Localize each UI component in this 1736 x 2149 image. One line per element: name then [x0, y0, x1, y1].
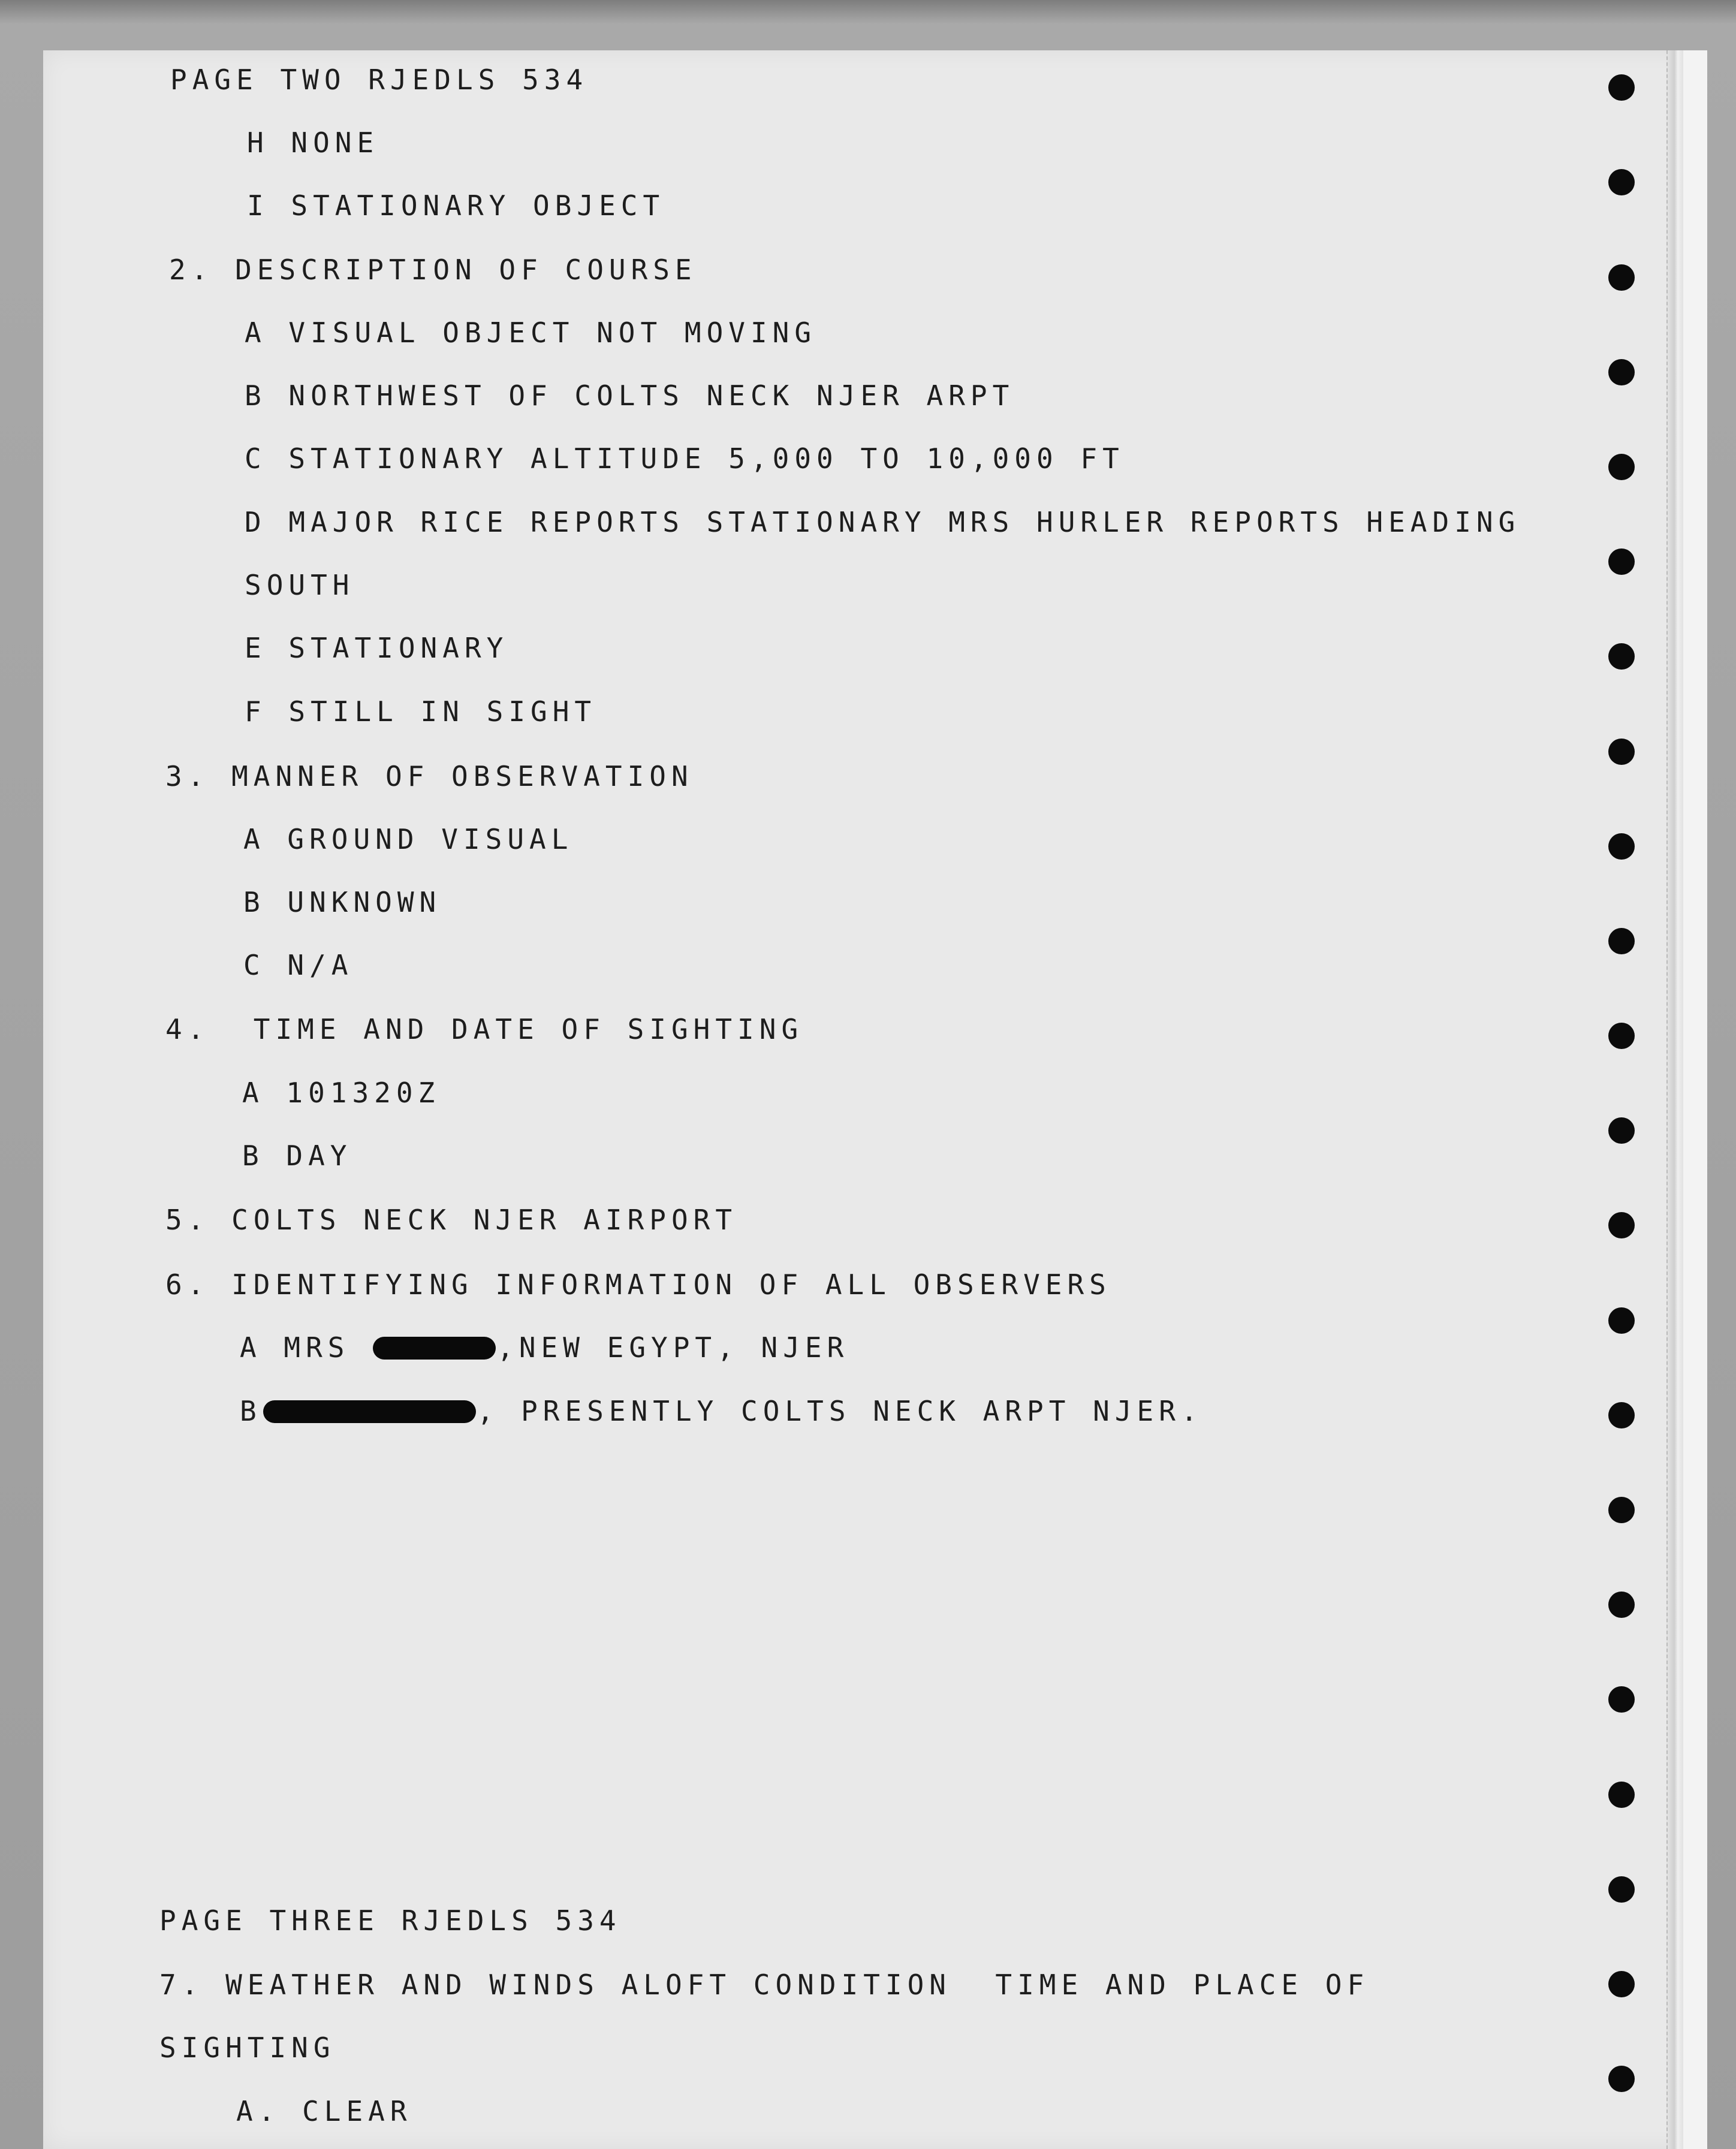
feed-hole [1608, 1212, 1635, 1238]
tractor-feed-strip [1683, 50, 1707, 2149]
feed-hole [1608, 1592, 1635, 1618]
section-7-item-a: A. CLEAR [236, 2095, 412, 2127]
section-2-item-b: B NORTHWEST OF COLTS NECK NJER ARPT [245, 379, 1015, 412]
section-2-item-a: A VISUAL OBJECT NOT MOVING [245, 317, 817, 349]
feed-hole [1608, 739, 1635, 765]
section-5-title: 5. COLTS NECK NJER AIRPORT [165, 1204, 738, 1236]
feed-hole [1608, 643, 1635, 670]
section-4-title: 4. TIME AND DATE OF SIGHTING [165, 1013, 804, 1045]
section-2-item-e: E STATIONARY [245, 632, 509, 664]
feed-hole [1608, 1402, 1635, 1428]
perforation-edge [1666, 50, 1684, 2149]
feed-hole [1608, 1023, 1635, 1049]
feed-hole [1608, 1686, 1635, 1713]
feed-hole [1608, 1117, 1635, 1144]
section-2-item-d-continued: SOUTH [245, 569, 355, 601]
feed-hole [1608, 1307, 1635, 1334]
section-2-item-c: C STATIONARY ALTITUDE 5,000 TO 10,000 FT [245, 442, 1125, 475]
section-3-item-a: A GROUND VISUAL [243, 823, 574, 855]
observer-a-prefix: A MRS [240, 1331, 372, 1364]
observer-b-prefix: B [240, 1395, 262, 1427]
observer-b-location: , PRESENTLY COLTS NECK ARPT NJER. [477, 1395, 1203, 1427]
redaction-mark [263, 1400, 476, 1423]
page-three-header: PAGE THREE RJEDLS 534 [159, 1904, 622, 1937]
feed-hole [1608, 1782, 1635, 1808]
redaction-mark [373, 1337, 496, 1360]
feed-hole [1608, 454, 1635, 480]
section-2-title: 2. DESCRIPTION OF COURSE [169, 254, 697, 286]
section-4-item-a: A 101320Z [242, 1077, 441, 1109]
feed-hole [1608, 2066, 1635, 2092]
feed-hole [1608, 548, 1635, 575]
section-3-title: 3. MANNER OF OBSERVATION [165, 760, 694, 792]
page-two-header: PAGE TWO RJEDLS 534 [170, 64, 589, 96]
section-7-title: 7. WEATHER AND WINDS ALOFT CONDITION TIME AND PLACE OF [159, 1969, 1370, 2001]
feed-hole [1608, 1971, 1635, 1997]
item-i: I STATIONARY OBJECT [247, 189, 665, 222]
section-2-item-d: D MAJOR RICE REPORTS STATIONARY MRS HURLER REPORTS HEADING [245, 506, 1521, 538]
feed-hole [1608, 1497, 1635, 1523]
section-6-item-b [240, 1397, 1203, 1425]
feed-hole [1608, 264, 1635, 291]
tractor-feed-holes [1608, 0, 1638, 2149]
item-h: H NONE [247, 126, 379, 159]
observer-a-location: ,NEW EGYPT, NJER [497, 1331, 849, 1364]
section-3-item-c: C N/A [243, 949, 354, 981]
feed-hole [1608, 1876, 1635, 1903]
feed-hole [1608, 169, 1635, 195]
section-2-item-f: F STILL IN SIGHT [245, 695, 597, 728]
feed-hole [1608, 74, 1635, 101]
feed-hole [1608, 833, 1635, 860]
section-7-title-continued: SIGHTING [159, 2032, 336, 2064]
feed-hole [1608, 928, 1635, 954]
feed-hole [1608, 359, 1635, 385]
section-6-title: 6. IDENTIFYING INFORMATION OF ALL OBSERVERS [165, 1268, 1111, 1301]
section-6-item-a [240, 1331, 849, 1364]
section-3-item-b: B UNKNOWN [243, 886, 442, 918]
section-4-item-b: B DAY [242, 1140, 352, 1172]
